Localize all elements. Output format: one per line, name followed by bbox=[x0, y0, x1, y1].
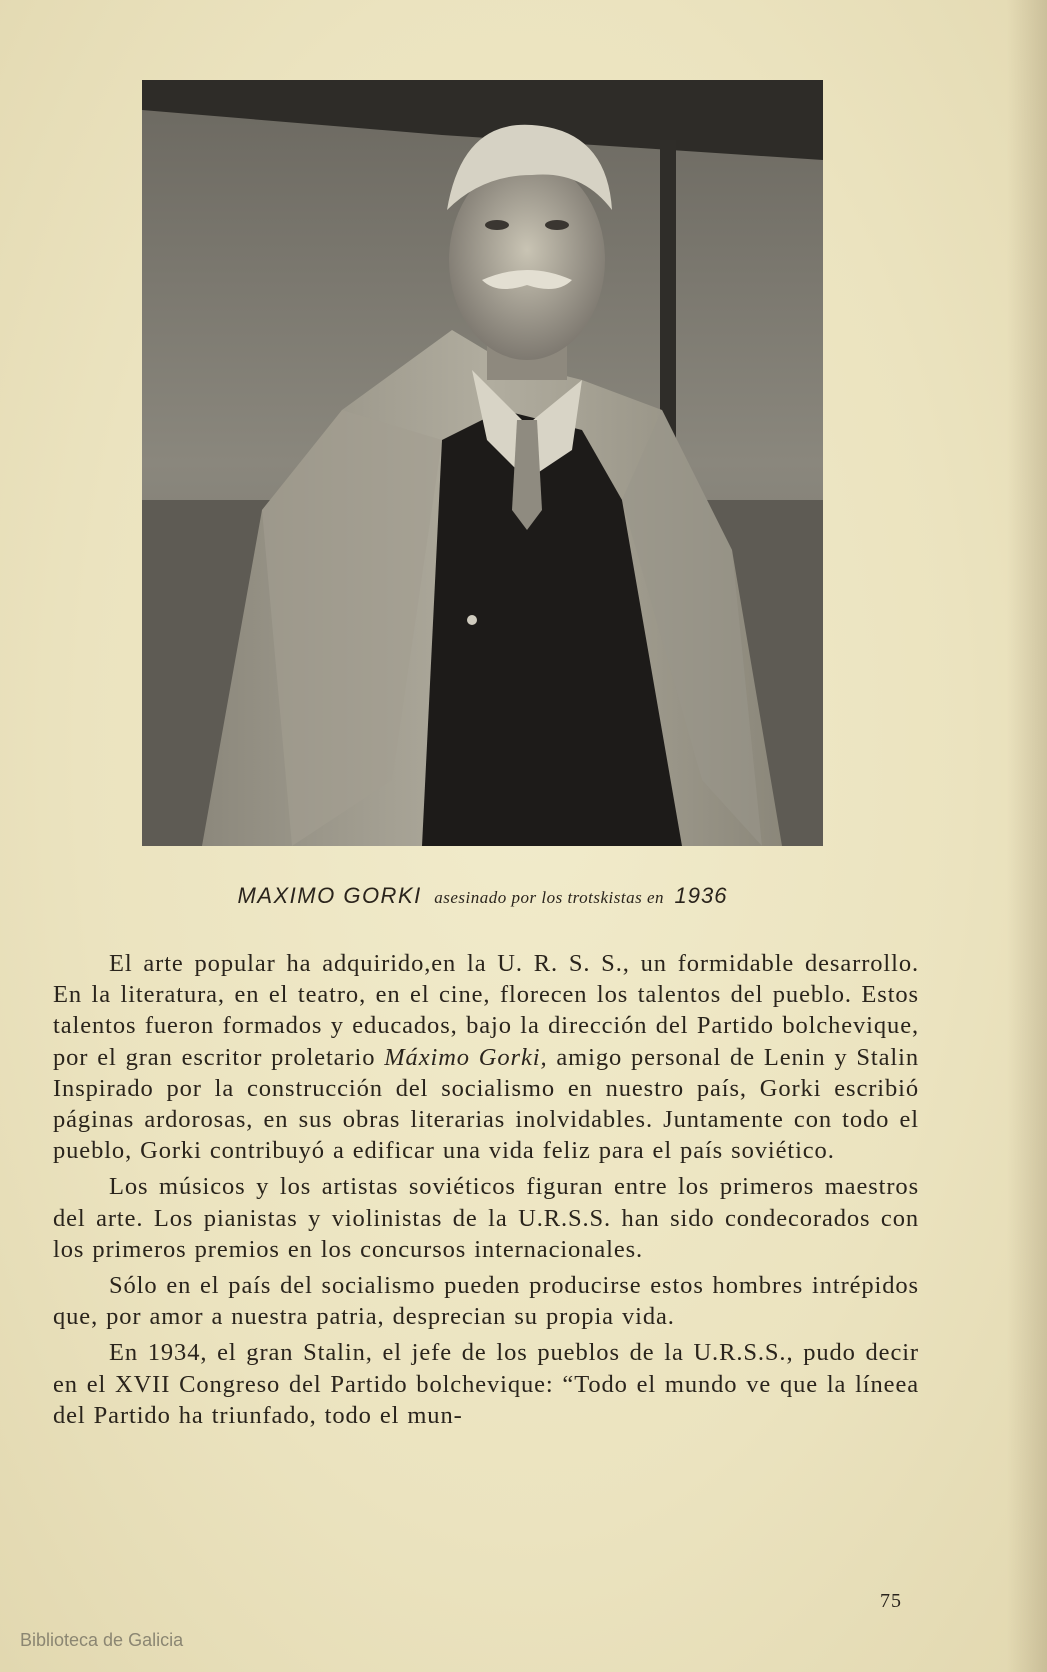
caption-year: 1936 bbox=[674, 883, 728, 908]
paragraph-4: En 1934, el gran Stalin, el jefe de los pueblos de la U.R.S.S., pudo decir en el XVII Congreso del Partido bolchevique: “Todo el mundo ve que la líneea del Partido ha triunfado, todo el mun- bbox=[53, 1339, 919, 1429]
page-number: 75 bbox=[880, 1590, 902, 1612]
caption-name: MAXIMO GORKI bbox=[237, 883, 422, 908]
caption-text: asesinado por los trotskistas en bbox=[434, 888, 665, 907]
portrait-photo bbox=[142, 80, 823, 846]
library-watermark: Biblioteca de Galicia bbox=[20, 1630, 184, 1650]
photo-caption bbox=[142, 883, 823, 909]
paragraph-1-emphasis: Máximo Gorki, bbox=[384, 1043, 548, 1071]
paragraph-2: Los músicos y los artistas soviéticos figuran entre los primeros maestros del arte. Los pianistas y violinistas de la U.R.S.S. han sido condecorados con los primeros premios en los concursos internacionales. bbox=[53, 1173, 919, 1263]
paragraph-1-end: amigo personal de Lenin y Stalin Inspirado por la construcción del socialismo en nuestro país, Gorki escribió páginas ardorosas, en sus obras literarias inolvidables. Juntamente con todo el pueblo, Gorki contribuyó a edificar una vida feliz para el país soviético. bbox=[53, 1043, 919, 1165]
paragraph-3: Sólo en el país del socialismo pueden producirse estos hombres intrépidos que, por amor a nuestra patria, desprecian su propia vida. bbox=[53, 1272, 919, 1331]
page-edge-shadow bbox=[1007, 0, 1047, 1672]
paragraph-1-start: El arte popular ha adquirido,en la U. R. S. S., un formidable desarrollo. En la literatura, en el teatro, en el cine, florecen los talentos del pueblo. Estos talentos fueron formados y educados, bajo la dirección del Partido bolchevique, por el gran escritor proletario bbox=[53, 950, 919, 1071]
portrait-photograph-icon bbox=[142, 80, 823, 846]
paragraph-1 bbox=[53, 948, 919, 1166]
body-text bbox=[53, 948, 919, 1436]
